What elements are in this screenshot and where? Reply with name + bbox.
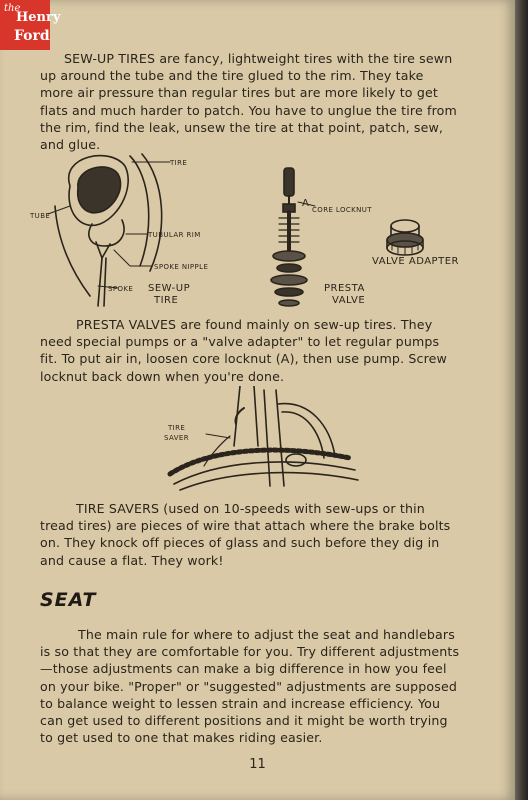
label-valve-adapter: VALVE ADAPTER xyxy=(372,256,459,267)
label-a-marker: A xyxy=(302,198,310,209)
page-number: 11 xyxy=(249,757,266,772)
tire-saver-illustration xyxy=(160,386,360,498)
label-tubular-rim: TUBULAR RIM xyxy=(148,231,201,239)
section-heading-seat: SEAT xyxy=(40,589,97,611)
book-spine-edge xyxy=(515,0,528,800)
seat-paragraph: The main rule for where to adjust the seat and handlebars is so that they are comfortable for you. Try different adjustments—those adjustments can make a big difference in how you feel on your bike. "Proper" or "suggested" adjustments are supposed to balance weight to lessen strain and increase efficiency. You can get used to different positions and it might be worth trying to get used to one that makes riding easier. xyxy=(40,627,460,746)
label-sew-up: SEW-UP xyxy=(148,283,191,294)
sew-up-and-presta-illustration xyxy=(30,146,480,312)
label-presta: PRESTA xyxy=(324,283,365,294)
presta-valves-paragraph: PRESTA VALVES are found mainly on sew-up tires. They need special pumps or a "valve adapter" to let regular pumps fit. To put air in, loosen core locknut (A), then use pump. Screw locknut back down when you're done. xyxy=(40,317,448,384)
sew-up-tires-paragraph: SEW-UP TIRES are fancy, lightweight tires with the tire sewn up around the tube and the tire glued to the rim. They take more air pressure than regular tires but are more likely to get flats and much harder to patch. You have to unglue the tire from the rim, find the leak, unsew the tire at that point, patch, sew, and glue. xyxy=(40,51,457,153)
label-spoke-nipple: SPOKE NIPPLE xyxy=(154,263,209,271)
label-core-locknut: CORE LOCKNUT xyxy=(312,206,372,214)
label-tube: TUBE xyxy=(30,212,51,220)
label-tire: TIRE xyxy=(170,159,188,167)
label-tire-saver-1: TIRE xyxy=(168,424,186,432)
label-spoke: SPOKE xyxy=(108,285,134,293)
label-sew-up-tire: TIRE xyxy=(154,295,179,306)
label-tire-saver-2: SAVER xyxy=(164,434,189,442)
tire-savers-paragraph: TIRE SAVERS (used on 10-speeds with sew-ups or thin tread tires) are pieces of wire that attach where the brake bolts on. They knock off pieces of glass and such before they dig in and cause a flat. They work! xyxy=(40,501,451,568)
label-presta-valve: VALVE xyxy=(332,295,366,306)
henry-ford-logo: the Henry Ford xyxy=(0,0,50,50)
